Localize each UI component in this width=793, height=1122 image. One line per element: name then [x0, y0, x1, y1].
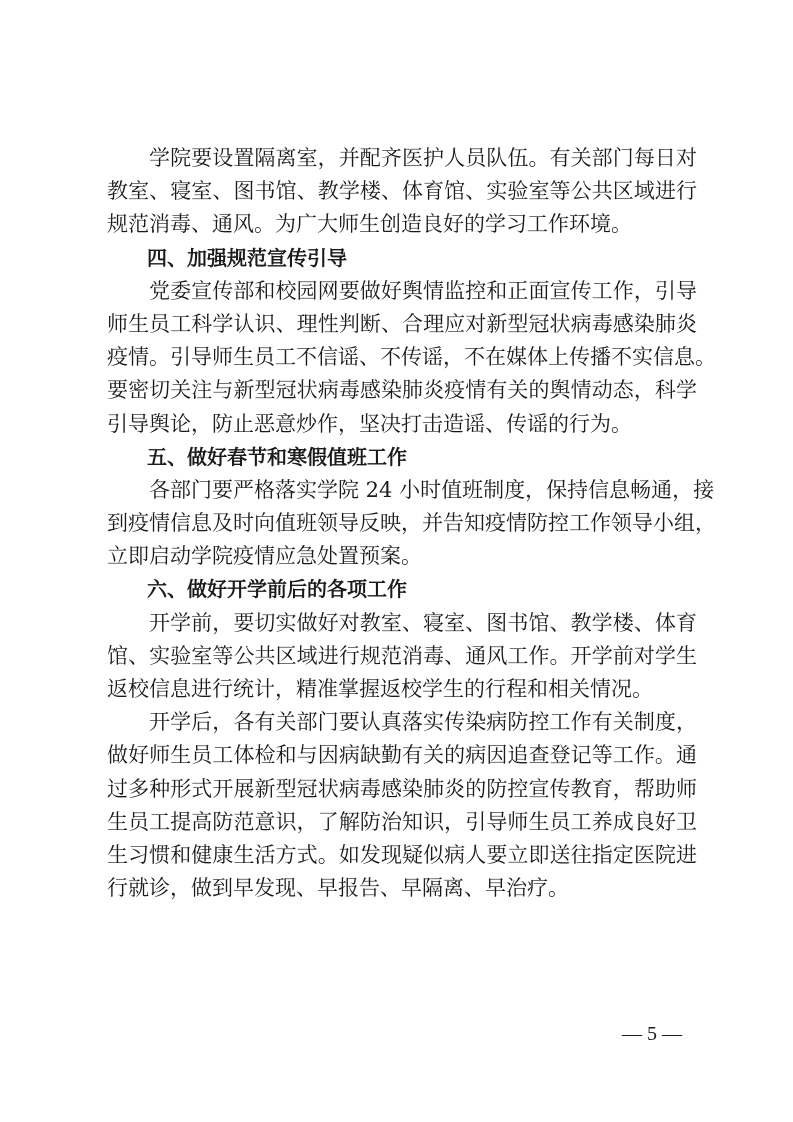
text-line: 立即启动学院疫情应急处置预案。: [107, 544, 422, 569]
paragraph-after-school: [107, 706, 697, 905]
text-line: 党委宣传部和校园网要做好舆情监控和正面宣传工作，引导: [149, 278, 697, 303]
text-line: 规范消毒、通风。为广大师生创造良好的学习工作环境。: [107, 212, 632, 237]
text-line: 生习惯和健康生活方式。如发现疑似病人要立即送往指定医院进: [107, 842, 697, 867]
section-heading-6: 六、做好开学前后的各项工作: [147, 577, 407, 602]
paragraph-isolation-room: [107, 142, 697, 242]
paragraph-before-school: [107, 607, 697, 707]
text-line: 各部门要严格落实学院 24 小时值班制度，保持信息畅通，接: [149, 477, 715, 502]
text-line: 师生员工科学认识、理性判断、合理应对新型冠状病毒感染肺炎: [107, 311, 697, 336]
text-line: 开学后，各有关部门要认真落实传染病防控工作有关制度，: [149, 710, 697, 735]
paragraph-publicity: [107, 275, 716, 441]
text-line: 生员工提高防范意识，了解防治知识，引导师生员工养成良好卫: [107, 809, 697, 834]
text-line: 到疫情信息及时向值班领导反映，并告知疫情防控工作领导小组，: [107, 511, 716, 536]
text-line: 返校信息进行统计，精准掌握返校学生的行程和相关情况。: [107, 677, 653, 701]
text-line: 行就诊，做到早发现、早报告、早隔离、早治疗。: [107, 876, 569, 901]
section-heading-5: 五、做好春节和寒假值班工作: [147, 444, 407, 469]
text-line: 学院要设置隔离室，并配齐医护人员队伍。有关部门每日对: [149, 146, 697, 170]
paragraph-duty: [107, 474, 716, 574]
page-number: — 5 —: [622, 1023, 682, 1045]
text-line: 馆、实验室等公共区域进行规范消毒、通风工作。开学前对学生: [107, 643, 697, 668]
document-page: [107, 142, 716, 905]
text-line: 教室、寝室、图书馆、教学楼、体育馆、实验室等公共区域进行: [107, 179, 697, 204]
text-line: 引导舆论，防止恶意炒作，坚决打击造谣、传谣的行为。: [107, 411, 632, 436]
text-line: 过多种形式开展新型冠状病毒感染肺炎的防控宣传教育，帮助师: [107, 776, 697, 801]
text-line: 要密切关注与新型冠状病毒感染肺炎疫情有关的舆情动态，科学: [107, 378, 697, 403]
text-line: 疫情。引导师生员工不信谣、不传谣，不在媒体上传播不实信息。: [107, 345, 716, 370]
text-line: 开学前，要切实做好对教室、寝室、图书馆、教学楼、体育: [149, 610, 697, 635]
text-line: 做好师生员工体检和与因病缺勤有关的病因追查登记等工作。通: [107, 743, 697, 768]
section-heading-4: 四、加强规范宣传引导: [147, 245, 347, 270]
